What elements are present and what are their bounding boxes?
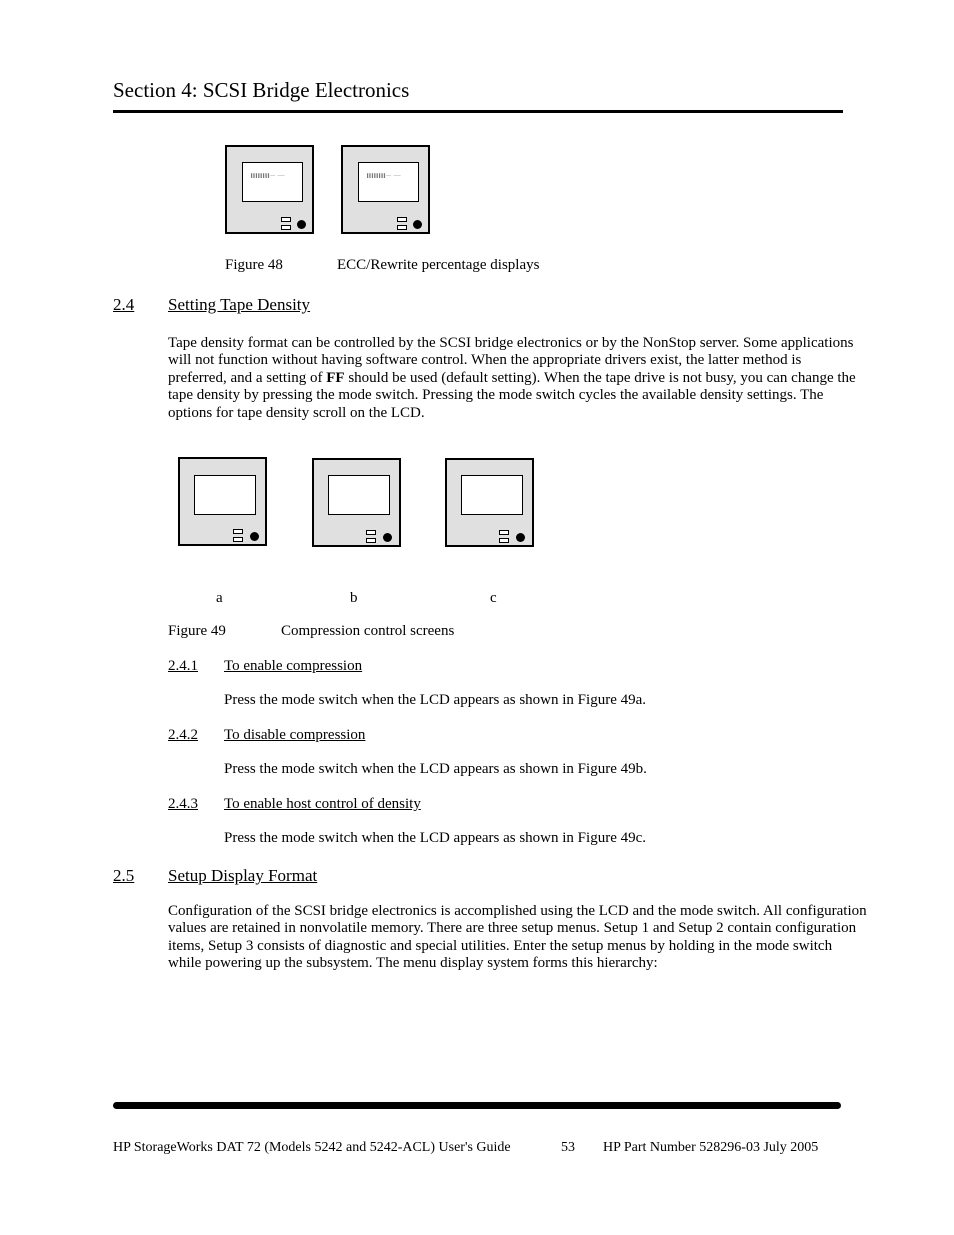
lcd-panel-figure49b: [312, 458, 401, 547]
header-divider: [113, 110, 843, 113]
section-2-5-title: Setup Display Format: [168, 866, 318, 885]
subsection-2-4-3-text: Press the mode switch when the LCD appears as shown in Figure 49c.: [224, 830, 647, 846]
subsection-2-4-1-title: To enable compression: [224, 658, 363, 674]
page-section-title: Section 4: SCSI Bridge Electronics: [113, 78, 410, 102]
subsection-2-4-1-text: Press the mode switch when the LCD appears as shown in Figure 49a.: [224, 692, 647, 708]
bold-term: FF: [326, 369, 345, 386]
section-2-5-paragraph: Configuration of the SCSI bridge electronics is accomplished using the LCD and the mode switch. All configuration values are retained in nonvolatile memory. There are three setup menus. Setup 1 and Setup 2 contain configuration items, Setup 3 consists of diagnostic and special utilities. Enter the setup menus by holding in the mode switch while powering up the subsystem. The menu display system forms this hierarchy:: [168, 903, 867, 972]
mode-switch-upper: [281, 217, 291, 222]
footer-part-number: HP Part Number 528296-03 July 2005: [603, 1140, 819, 1155]
mode-switch-upper: [366, 530, 376, 535]
figure48-label: Figure 48: [225, 257, 283, 273]
mode-switch-lower: [233, 537, 243, 542]
status-led: [250, 532, 259, 541]
mode-switch-lower: [499, 538, 509, 543]
paragraph-text: should be used (default setting). When the tape drive is not busy, you can change the tape density by pressing the mode switch. Pressing the mode switch cycles the available density settings. The options for tape density scroll on the LCD.: [168, 369, 856, 421]
paragraph-text: Tape density format can be controlled by the SCSI bridge electronics or by the NonStop server. Some applications will not function without having software control. When the appropriate drivers exist, the latter method is preferred, and a setting of: [168, 335, 854, 386]
lcd-readout: ▌▌▌▌▌▌▌▌—— ———: [251, 173, 285, 178]
panel-label-b: b: [350, 590, 358, 606]
figure49-label: Figure 49: [168, 623, 226, 639]
footer-guide-title: HP StorageWorks DAT 72 (Models 5242 and 5242-ACL) User's Guide: [113, 1140, 511, 1155]
subsection-2-4-3-number: 2.4.3: [168, 796, 198, 812]
mode-switch-upper: [397, 217, 407, 222]
lcd-screen: [242, 162, 303, 202]
status-led: [383, 533, 392, 542]
subsection-2-4-2-number: 2.4.2: [168, 727, 198, 743]
panel-label-a: a: [216, 590, 223, 606]
status-led: [413, 220, 422, 229]
panel-label-c: c: [490, 590, 497, 606]
status-led: [516, 533, 525, 542]
lcd-panel-figure48-left: [225, 145, 314, 234]
subsection-2-4-3-title: To enable host control of density: [224, 796, 421, 812]
lcd-panel-figure49c: [445, 458, 534, 547]
lcd-screen: [461, 475, 523, 515]
section-2-5-number: 2.5: [113, 866, 135, 885]
lcd-screen: [358, 162, 419, 202]
figure48-caption: ECC/Rewrite percentage displays: [337, 257, 540, 273]
section-2-4-number: 2.4: [113, 295, 135, 314]
lcd-screen: [328, 475, 390, 515]
mode-switch-lower: [397, 225, 407, 230]
mode-switch-lower: [281, 225, 291, 230]
footer-page-number: 53: [561, 1140, 575, 1155]
section-2-4-paragraph: [168, 335, 858, 422]
mode-switch-upper: [233, 529, 243, 534]
footer-divider: [113, 1102, 841, 1109]
subsection-2-4-1-number: 2.4.1: [168, 658, 198, 674]
subsection-2-4-2-text: Press the mode switch when the LCD appears as shown in Figure 49b.: [224, 761, 647, 777]
lcd-readout: ▌▌▌▌▌▌▌▌—— ———: [367, 173, 401, 178]
lcd-panel-figure48-right: [341, 145, 430, 234]
lcd-screen: [194, 475, 256, 515]
status-led: [297, 220, 306, 229]
mode-switch-lower: [366, 538, 376, 543]
subsection-2-4-2-title: To disable compression: [224, 727, 366, 743]
figure49-caption: Compression control screens: [281, 623, 455, 639]
mode-switch-upper: [499, 530, 509, 535]
lcd-panel-figure49a: [178, 457, 267, 546]
section-2-4-title: Setting Tape Density: [168, 295, 311, 314]
